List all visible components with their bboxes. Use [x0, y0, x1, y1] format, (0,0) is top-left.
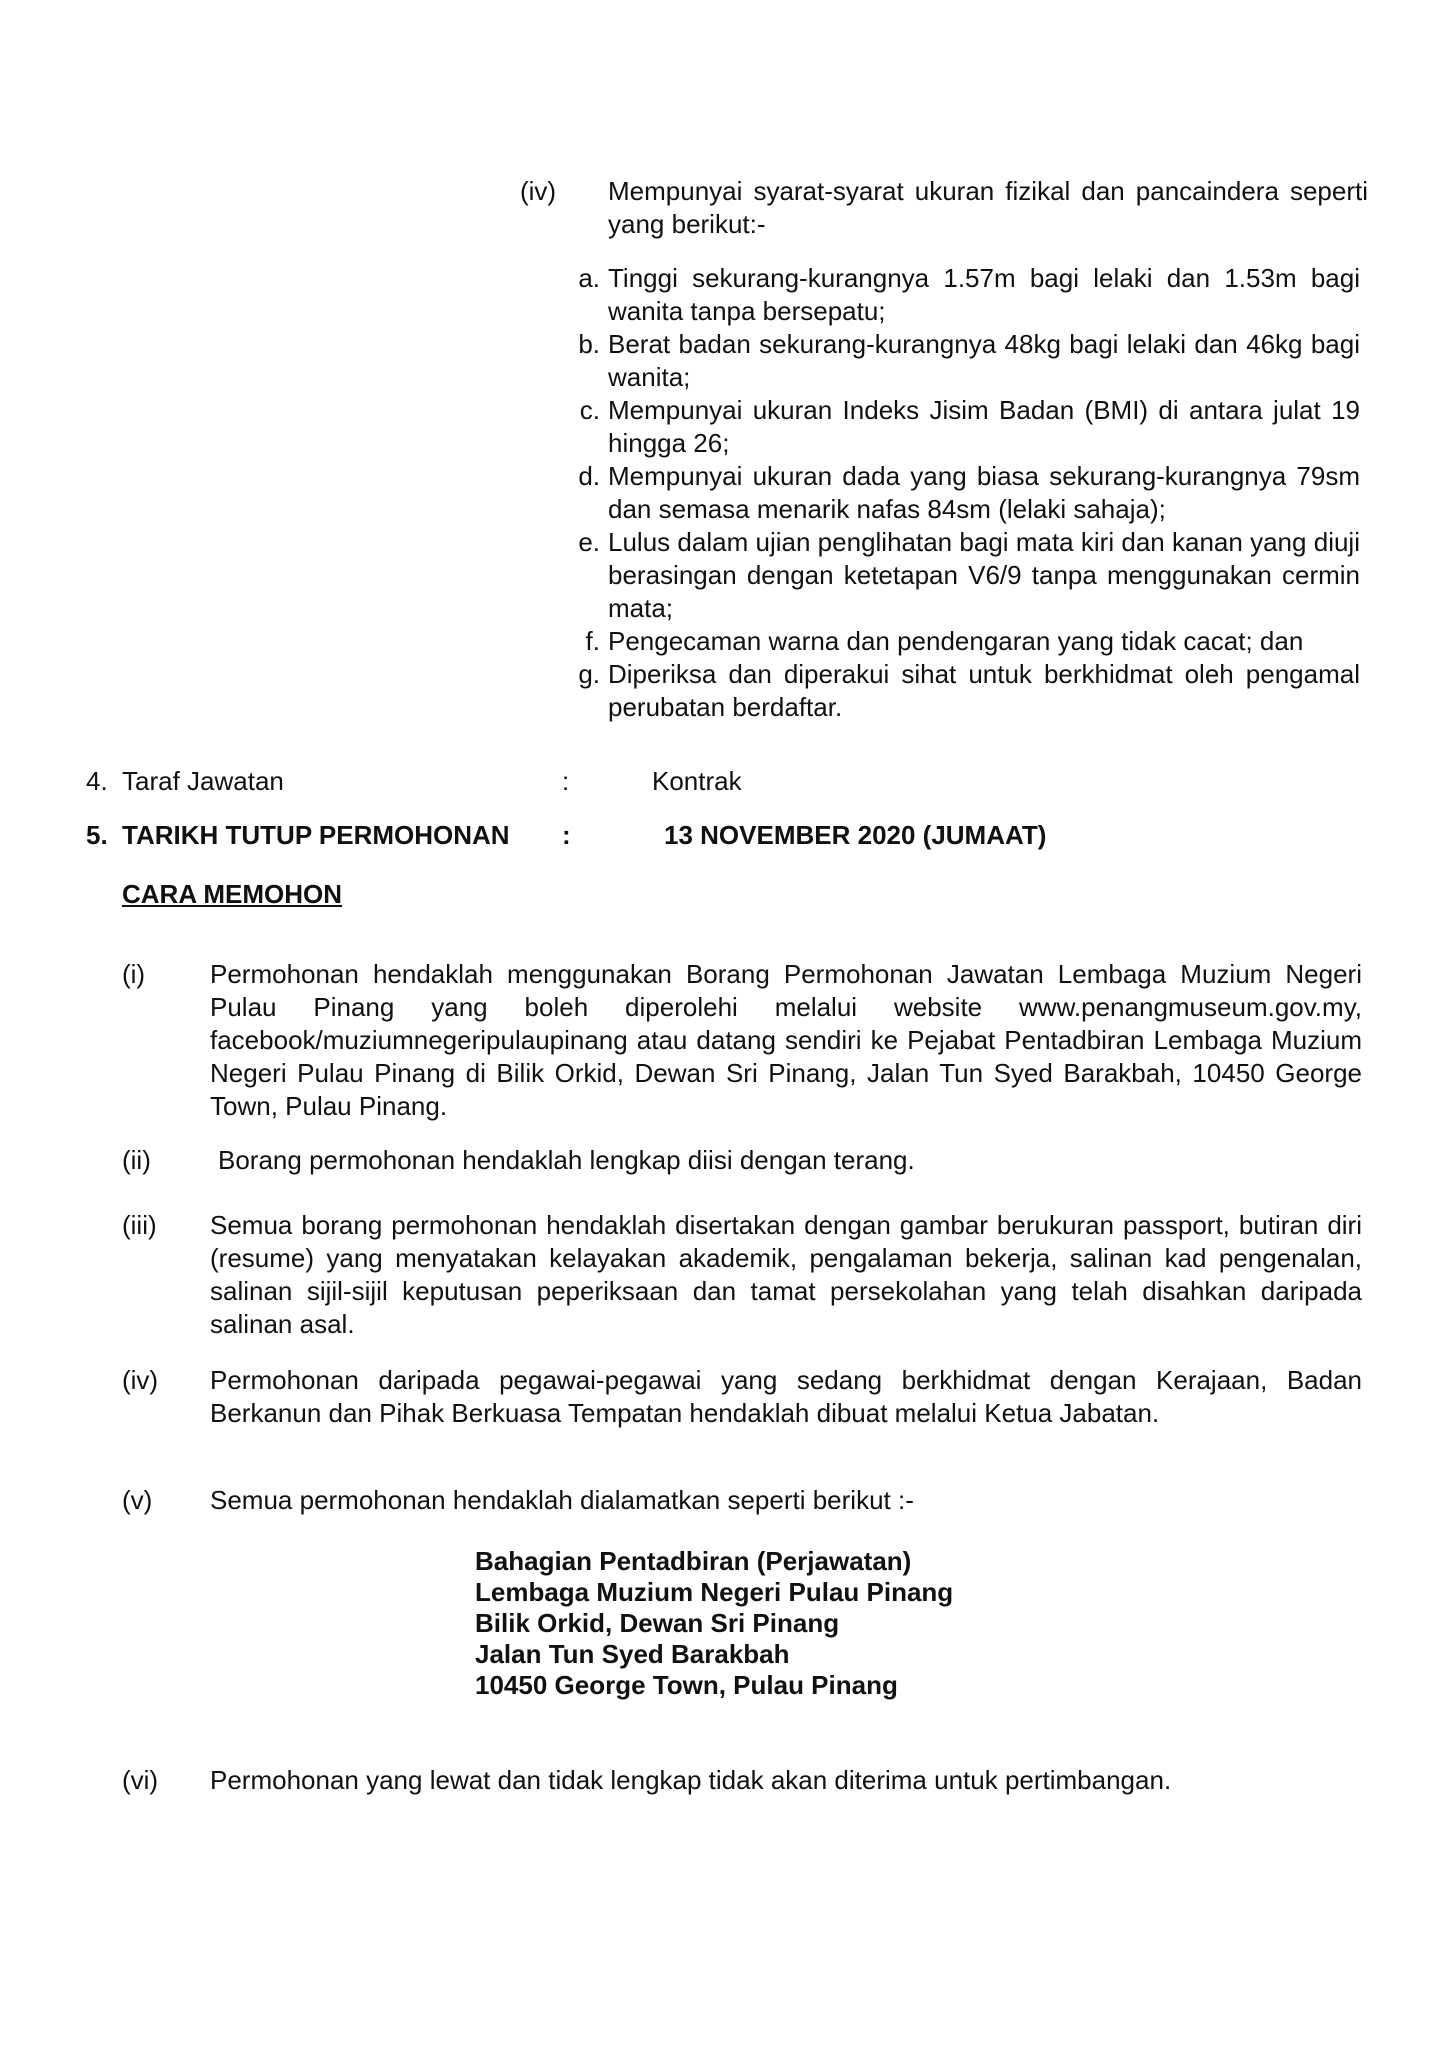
list-item-label: c.	[579, 395, 600, 425]
paragraph-marker: (i)	[122, 959, 146, 989]
tarikh-label: TARIKH TUTUP PERMOHONAN	[122, 820, 510, 850]
list-item-text: Lulus dalam ujian penglihatan bagi mata kiri dan kanan yang diuji berasingan dengan ketetapan V6/9 tanpa menggunakan cermin mata;	[608, 527, 1360, 623]
paragraph-text: Semua permohonan hendaklah dialamatkan seperti berikut :-	[210, 1485, 914, 1515]
list-item-text: Diperiksa dan diperakui sihat untuk berkhidmat oleh pengamal perubatan berdaftar.	[608, 659, 1360, 722]
paragraph-text: Permohonan daripada pegawai-pegawai yang sedang berkhidmat dengan Kerajaan, Badan Berkanun dan Pihak Berkuasa Tempatan hendaklah dibuat melalui Ketua Jabatan.	[210, 1365, 1362, 1428]
section-iv-text: Mempunyai syarat-syarat ukuran fizikal dan pancaindera seperti yang berikut:-	[608, 176, 1368, 239]
address-line: Lembaga Muzium Negeri Pulau Pinang	[475, 1577, 954, 1607]
list-item-label: b.	[578, 329, 600, 359]
paragraph-text: Permohonan yang lewat dan tidak lengkap tidak akan diterima untuk pertimbangan.	[210, 1765, 1172, 1795]
address-line: Bahagian Pentadbiran (Perjawatan)	[475, 1546, 912, 1576]
tarikh-colon: :	[562, 820, 571, 850]
section-iv-marker: (iv)	[520, 176, 557, 206]
taraf-colon: :	[562, 766, 570, 796]
address-line: Bilik Orkid, Dewan Sri Pinang	[475, 1608, 840, 1638]
list-item-text: Tinggi sekurang-kurangnya 1.57m bagi lelaki dan 1.53m bagi wanita tanpa bersepatu;	[608, 263, 1360, 326]
taraf-number: 4.	[86, 766, 108, 796]
list-item-text: Mempunyai ukuran Indeks Jisim Badan (BMI) di antara julat 19 hingga 26;	[608, 395, 1360, 458]
list-item	[560, 394, 1360, 460]
tarikh-number: 5.	[86, 820, 108, 850]
taraf-label: Taraf Jawatan	[122, 766, 284, 796]
list-item-label: f.	[585, 626, 600, 656]
list-item-label: g.	[578, 659, 600, 689]
paragraph-marker: (v)	[122, 1485, 153, 1515]
paragraph-marker: (iv)	[122, 1365, 159, 1395]
paragraph-marker: (ii)	[122, 1145, 151, 1175]
address-line: Jalan Tun Syed Barakbah	[475, 1639, 790, 1669]
address-line: 10450 George Town, Pulau Pinang	[475, 1670, 898, 1700]
paragraph-text: Permohonan hendaklah menggunakan Borang Permohonan Jawatan Lembaga Muzium Negeri Pulau Pinang yang boleh diperolehi melalui website www.penangmuseum.gov.my, facebook/muziumnegeripulaupinang atau datang sendiri ke Pejabat Pentadbiran Lembaga Muzium Negeri Pulau Pinang di Bilik Orkid, Dewan Sri Pinang, Jalan Tun Syed Barakbah, 10450 George Town, Pulau Pinang.	[210, 959, 1362, 1121]
paragraph-text: Semua borang permohonan hendaklah disertakan dengan gambar berukuran passport, butiran diri (resume) yang menyatakan kelayakan akademik, pengalaman bekerja, salinan kad pengenalan, salinan sijil-sijil keputusan peperiksaan dan tamat persekolahan yang telah disahkan daripada salinan asal.	[210, 1210, 1362, 1339]
list-item	[560, 526, 1360, 625]
list-item	[560, 262, 1360, 328]
list-item	[560, 658, 1360, 724]
list-item-text: Pengecaman warna dan pendengaran yang tidak cacat; dan	[608, 626, 1304, 656]
list-item-label: a.	[578, 263, 600, 293]
list-item	[560, 460, 1360, 526]
taraf-jawatan-row	[86, 765, 1386, 798]
list-item-label: e.	[578, 527, 600, 557]
requirements-list	[560, 262, 1360, 724]
cara-memohon-heading: CARA MEMOHON	[122, 879, 343, 909]
paragraph-marker: (vi)	[122, 1765, 159, 1795]
list-item-text: Mempunyai ukuran dada yang biasa sekurang-kurangnya 79sm dan semasa menarik nafas 84sm (lelaki sahaja);	[608, 461, 1360, 524]
tarikh-tutup-row	[86, 819, 1386, 852]
list-item-text: Berat badan sekurang-kurangnya 48kg bagi lelaki dan 46kg bagi wanita;	[608, 329, 1360, 392]
tarikh-value: 13 NOVEMBER 2020 (JUMAAT)	[664, 820, 1047, 850]
taraf-value: Kontrak	[652, 766, 742, 796]
paragraph-marker: (iii)	[122, 1210, 157, 1240]
list-item	[560, 328, 1360, 394]
paragraph-text: Borang permohonan hendaklah lengkap diisi dengan terang.	[218, 1145, 915, 1175]
list-item	[560, 625, 1360, 658]
list-item-label: d.	[578, 461, 600, 491]
mailing-address	[475, 1546, 953, 1701]
